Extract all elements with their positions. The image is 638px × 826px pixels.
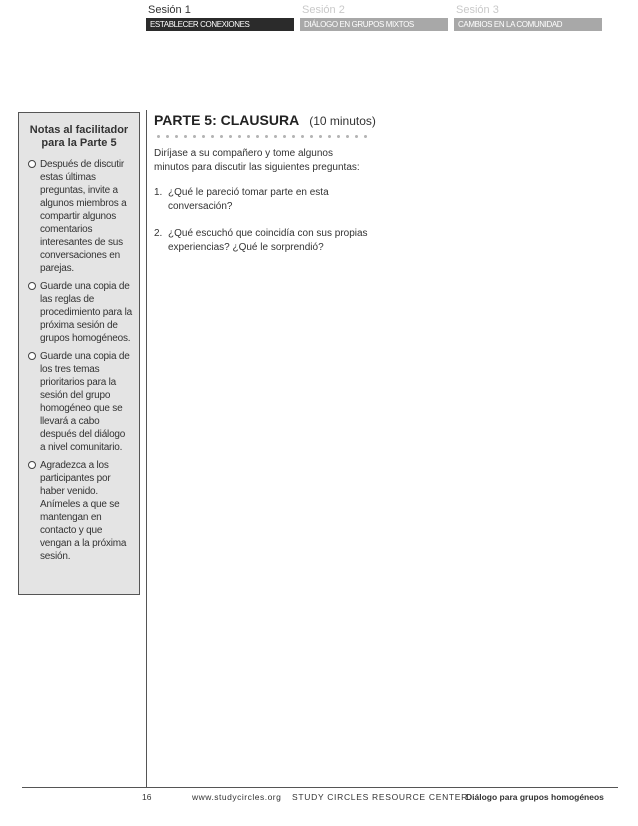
circle-bullet-icon <box>28 461 36 469</box>
intro-text: Diríjase a su compañero y tome algunos minutos para discutir las siguientes preguntas: <box>154 148 360 173</box>
part-duration: (10 minutos) <box>309 114 376 128</box>
organization-name: STUDY CIRCLES RESOURCE CENTER <box>292 792 469 802</box>
tab-session-1 <box>146 4 294 31</box>
question-item <box>154 227 373 255</box>
part-heading <box>154 112 534 128</box>
page-number: 16 <box>142 792 152 802</box>
tab-title: Sesión 3 <box>456 4 499 16</box>
note-item <box>26 350 133 454</box>
tab-session-3 <box>454 4 602 31</box>
circle-bullet-icon <box>28 160 36 168</box>
note-text: Agradezca a los participantes por haber venido. Anímeles a que se mantengan en contacto y que vengan a la próxima sesión. <box>40 460 127 562</box>
question-text: ¿Qué escuchó que coincidía con sus propias experiencias? ¿Qué le sorprendió? <box>168 228 368 253</box>
part-title: PARTE 5: CLAUSURA <box>154 112 300 128</box>
footer-rule <box>22 787 618 788</box>
tab-subtitle: CAMBIOS EN LA COMUNIDAD <box>454 18 602 31</box>
page-footer <box>0 792 638 806</box>
note-item <box>26 280 133 345</box>
notes-title-line-2: para la Parte 5 <box>41 137 117 149</box>
notes-title <box>19 124 139 150</box>
question-text: ¿Qué le pareció tomar parte en esta conversación? <box>168 187 329 212</box>
notes-title-line-1: Notas al facilitador <box>29 124 129 136</box>
note-text: Guarde una copia de los tres temas prioritarios para la sesión del grupo homogéneo que se llevará a cabo después del diálogo a nivel comunitario. <box>40 351 130 453</box>
note-item <box>26 158 133 275</box>
session-tabs <box>146 4 602 31</box>
note-item <box>26 459 133 563</box>
tab-session-2 <box>300 4 448 31</box>
tab-subtitle: DIÁLOGO EN GRUPOS MIXTOS <box>300 18 448 31</box>
tab-title: Sesión 1 <box>148 4 191 16</box>
tab-title: Sesión 2 <box>302 4 345 16</box>
note-text: Guarde una copia de las reglas de procedimiento para la próxima sesión de grupos homogéneos. <box>40 281 132 344</box>
notes-list <box>19 158 139 563</box>
facilitator-notes-box <box>18 112 140 595</box>
vertical-divider <box>146 110 147 788</box>
question-number: 2. <box>154 228 163 239</box>
circle-bullet-icon <box>28 282 36 290</box>
question-item <box>154 186 373 214</box>
tab-subtitle: ESTABLECER CONEXIONES <box>146 18 294 31</box>
main-content <box>154 112 534 268</box>
document-title: Diálogo para grupos homogéneos <box>466 792 604 802</box>
question-number: 1. <box>154 187 163 198</box>
question-list <box>154 186 534 255</box>
note-text: Después de discutir estas últimas preguntas, invite a algunos miembros a compartir algunos comentarios interesantes de sus conversaciones en parejas. <box>40 159 127 274</box>
circle-bullet-icon <box>28 352 36 360</box>
website-link[interactable]: www.studycircles.org <box>192 792 282 802</box>
dotted-rule <box>154 134 372 139</box>
